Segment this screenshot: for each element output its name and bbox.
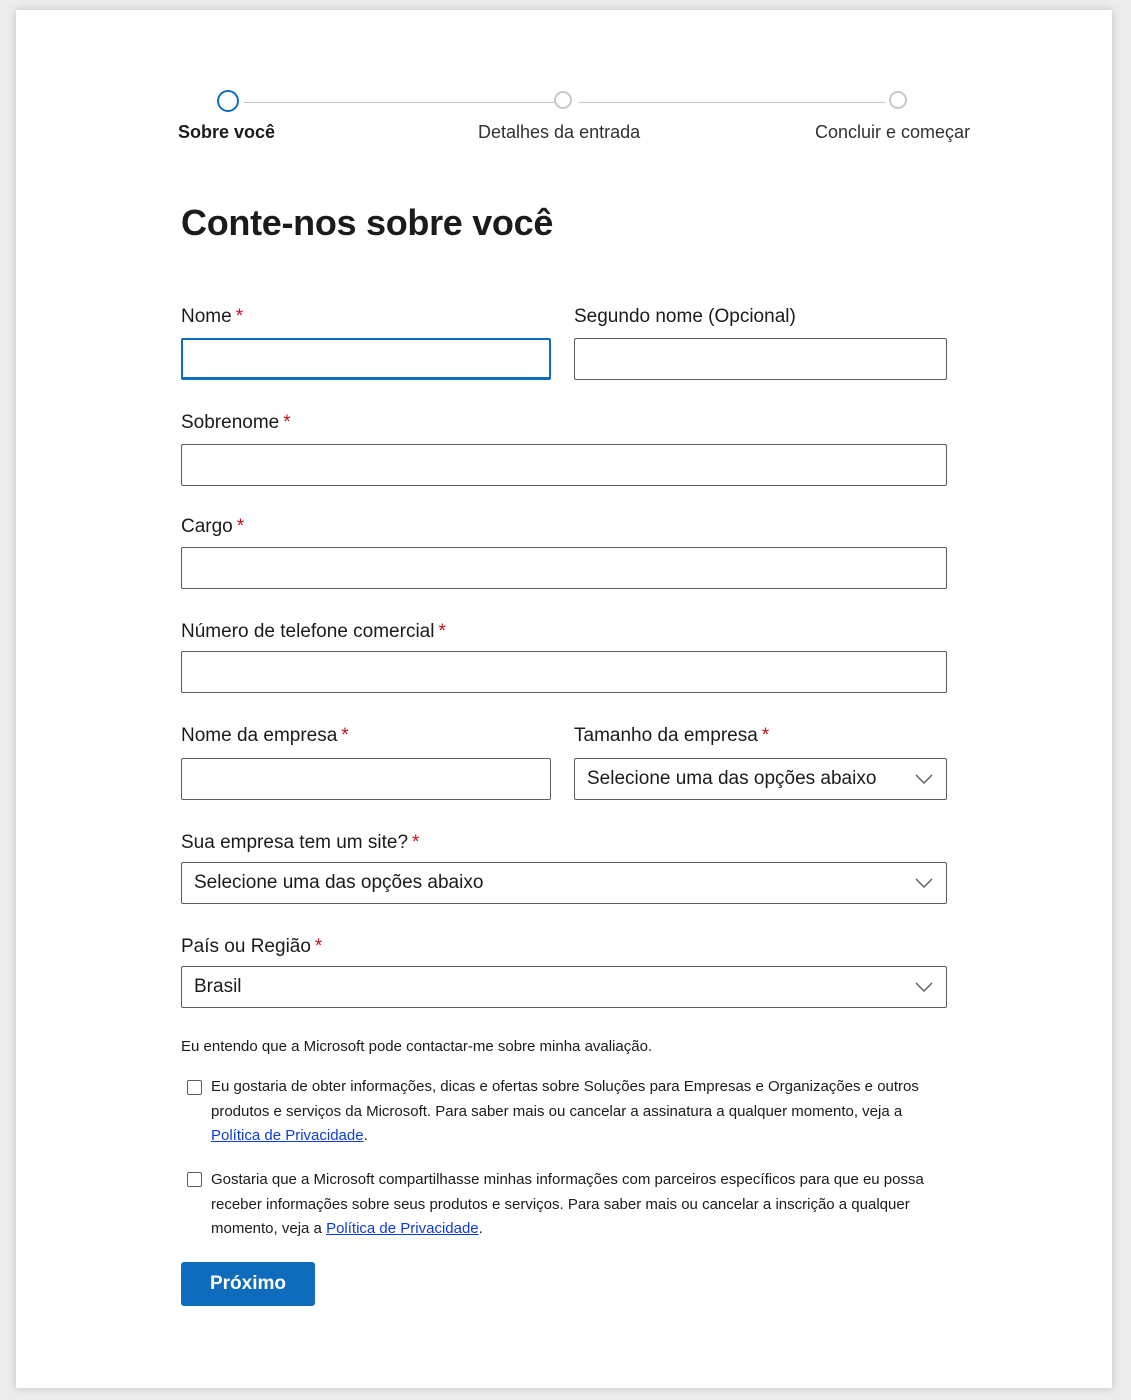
company-name-label: [181, 725, 349, 747]
required-marker: *: [412, 832, 420, 853]
company-name-input[interactable]: [181, 758, 551, 800]
required-marker: *: [236, 516, 245, 537]
middle-name-input[interactable]: [574, 338, 947, 380]
last-name-label: [181, 412, 291, 434]
marketing-consent-checkbox[interactable]: [187, 1080, 202, 1095]
required-marker: *: [438, 621, 446, 642]
step-3-label: Concluir e começar: [815, 122, 971, 142]
chevron-down-icon: [914, 981, 934, 993]
partner-consent-end: .: [478, 1220, 483, 1237]
step-1-indicator: [217, 90, 239, 112]
has-website-selected-value: Selecione uma das opções abaixo: [194, 872, 484, 893]
business-phone-input[interactable]: [181, 651, 947, 693]
job-title-input[interactable]: [181, 547, 947, 589]
progress-stepper: [16, 10, 1112, 170]
required-marker: *: [314, 936, 323, 957]
signup-card: [16, 10, 1112, 1388]
has-website-select[interactable]: [181, 862, 947, 904]
partner-consent-text: [211, 1168, 956, 1242]
step-1-label: Sobre você: [178, 122, 276, 142]
company-size-label: [574, 725, 769, 747]
company-size-selected-value: Selecione uma das opções abaixo: [587, 768, 877, 789]
middle-name-label-text: Segundo nome (Opcional): [574, 306, 796, 327]
last-name-label-text: Sobrenome: [181, 412, 280, 433]
chevron-down-icon: [914, 877, 934, 889]
job-title-label-text: Cargo: [181, 516, 233, 537]
chevron-down-icon: [914, 773, 934, 785]
contact-notice: Eu entendo que a Microsoft pode contactar-me sobre minha avaliação.: [181, 1038, 653, 1055]
company-name-label-text: Nome da empresa: [181, 725, 338, 746]
first-name-label: [181, 306, 243, 328]
first-name-label-text: Nome: [181, 306, 232, 327]
required-marker: *: [283, 412, 291, 433]
step-3-indicator: [889, 91, 907, 109]
step-connector: [578, 102, 886, 103]
marketing-consent-text: [211, 1075, 951, 1149]
company-size-label-text: Tamanho da empresa: [574, 725, 758, 746]
has-website-label-text: Sua empresa tem um site?: [181, 832, 409, 853]
country-label-text: País ou Região: [181, 936, 311, 957]
country-selected-value: Brasil: [194, 976, 242, 997]
country-select[interactable]: [181, 966, 947, 1008]
privacy-policy-link[interactable]: Política de Privacidade: [326, 1220, 479, 1237]
required-marker: *: [235, 306, 244, 327]
page-title: Conte-nos sobre você: [181, 202, 554, 243]
marketing-consent-end: .: [363, 1127, 368, 1144]
marketing-consent-body: Eu gostaria de obter informações, dicas e ofertas sobre Soluções para Empresas e Organizações e outros produtos e serviços da Microsoft. Para saber mais ou cancelar a assinatura a qualquer momento, veja a: [211, 1078, 919, 1120]
required-marker: *: [761, 725, 770, 746]
country-label: [181, 936, 322, 958]
step-2-indicator: [554, 91, 572, 109]
first-name-input[interactable]: [181, 338, 551, 380]
last-name-input[interactable]: [181, 444, 947, 486]
next-button[interactable]: Próximo: [181, 1262, 315, 1306]
job-title-label: [181, 516, 244, 538]
step-connector: [244, 102, 554, 103]
privacy-policy-link[interactable]: Política de Privacidade: [211, 1127, 364, 1144]
company-size-select[interactable]: [574, 758, 947, 800]
partner-consent-checkbox[interactable]: [187, 1172, 202, 1187]
step-2-label: Detalhes da entrada: [478, 122, 641, 142]
business-phone-label-text: Número de telefone comercial: [181, 621, 435, 642]
business-phone-label: [181, 621, 446, 643]
required-marker: *: [341, 725, 349, 746]
middle-name-label: [574, 306, 796, 328]
partner-consent-body: Gostaria que a Microsoft compartilhasse minhas informações com parceiros específicos para que eu possa receber informações sobre seus produtos e serviços. Para saber mais ou cancelar a inscrição a qualquer momento, veja a: [211, 1171, 924, 1237]
has-website-label: [181, 832, 419, 854]
